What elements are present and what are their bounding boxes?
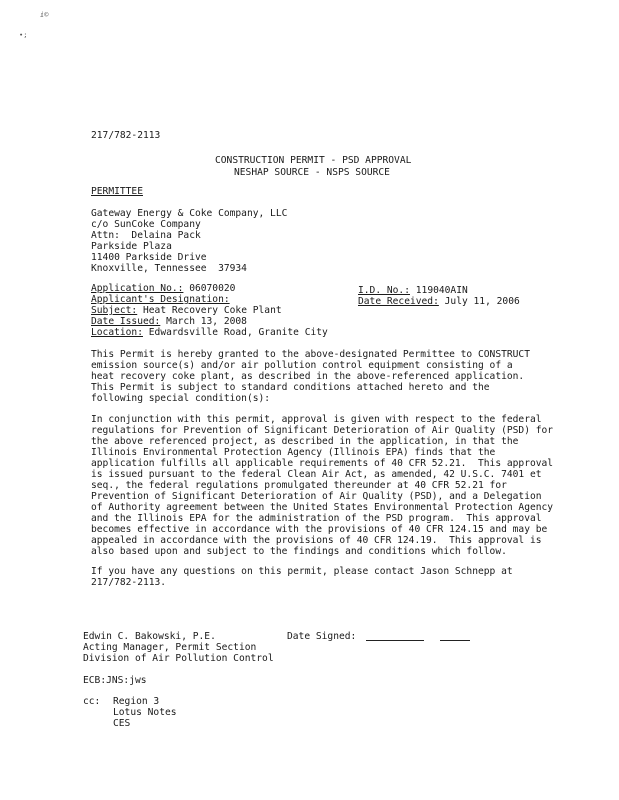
address-line: Parkside Plaza xyxy=(91,241,172,252)
id-no-label: I.D. No.: xyxy=(358,285,410,296)
application-no xyxy=(91,284,235,294)
paragraph-line: This Permit is hereby granted to the above-designated Permittee to CONSTRUCT xyxy=(91,349,530,360)
date-received-label: Date Received: xyxy=(358,296,439,307)
scan-mark: ⅈ© xyxy=(40,11,49,19)
paragraph-line: and the Illinois EPA for the administration of the PSD program. This approval xyxy=(91,513,542,524)
date-issued xyxy=(91,317,247,327)
location-value: Edwardsville Road, Granite City xyxy=(148,327,328,338)
signer-division: Division of Air Pollution Control xyxy=(83,653,274,664)
cc-label: cc: xyxy=(83,696,101,707)
address-line: Attn: Delaina Pack xyxy=(91,230,201,241)
subject-label: Subject: xyxy=(91,305,138,316)
paragraph-line: becomes effective in accordance with the provisions of 40 CFR 124.15 and may be xyxy=(91,524,548,535)
paragraph-line: regulations for Prevention of Significant Deterioration of Air Quality (PSD) for xyxy=(91,425,554,436)
signer-name: Edwin C. Bakowski, P.E. xyxy=(83,631,216,642)
paragraph-line: In conjunction with this permit, approval is given with respect to the federal xyxy=(91,414,542,425)
date-received-value: July 11, 2006 xyxy=(444,296,520,307)
paragraph-line: Prevention of Significant Deterioration of Air Quality (PSD), and a Delegation xyxy=(91,491,542,502)
scan-mark: ∙; xyxy=(19,31,28,39)
paragraph-line: the above referenced project, as described in the application, in that the xyxy=(91,436,519,447)
date-received xyxy=(358,297,520,307)
paragraph-line: of Authority agreement between the United States Environmental Protection Agency xyxy=(91,502,554,513)
permit-title-line1: CONSTRUCTION PERMIT - PSD APPROVAL xyxy=(215,155,412,166)
permit-title-line2: NESHAP SOURCE - NSPS SOURCE xyxy=(234,167,390,178)
date-signed-label: Date Signed: xyxy=(287,631,357,642)
address-line: Knoxville, Tennessee 37934 xyxy=(91,263,247,274)
address-line: Gateway Energy & Coke Company, LLC xyxy=(91,208,288,219)
paragraph-line: This Permit is subject to standard conditions attached hereto and the xyxy=(91,382,490,393)
cc-recipient: Region 3 xyxy=(113,696,160,707)
date-issued-label: Date Issued: xyxy=(91,316,161,327)
paragraph-line: heat recovery coke plant, as described in the above-referenced application. xyxy=(91,371,525,382)
id-no-value: 119040AIN xyxy=(415,285,468,296)
paragraph-line: Illinois Environmental Protection Agency (Illinois EPA) finds that the xyxy=(91,447,496,458)
signer-title: Acting Manager, Permit Section xyxy=(83,642,257,653)
paragraph-line: application fulfills all applicable requirements of 40 CFR 52.21. This approval xyxy=(91,458,554,469)
address-line: c/o SunCoke Company xyxy=(91,219,201,230)
paragraph-line: following special condition(s): xyxy=(91,393,271,404)
address-line: 11400 Parkside Drive xyxy=(91,252,207,263)
paragraph-line: appealed in accordance with the provisions of 40 CFR 124.19. This approval is xyxy=(91,535,542,546)
header-phone: 217/782-2113 xyxy=(91,130,161,141)
cc-recipient: Lotus Notes xyxy=(113,707,177,718)
paragraph-line: emission source(s) and/or air pollution control equipment consisting of a xyxy=(91,360,513,371)
paragraph-line: seq., the federal regulations promulgated thereunder at 40 CFR 52.21 for xyxy=(91,480,507,491)
location xyxy=(91,328,328,338)
paragraph-line: 217/782-2113. xyxy=(91,577,167,588)
designation-label: Applicant's Designation: xyxy=(91,294,230,305)
date-signed-line xyxy=(366,640,424,641)
location-label: Location: xyxy=(91,327,143,338)
subject-value: Heat Recovery Coke Plant xyxy=(143,305,282,316)
cc-recipient: CES xyxy=(113,718,131,729)
application-no-label: Application No.: xyxy=(91,283,184,294)
date-signed-line xyxy=(440,640,470,641)
subject xyxy=(91,306,282,316)
permittee-heading: PERMITTEE xyxy=(91,186,143,197)
id-no xyxy=(358,286,468,296)
date-issued-value: March 13, 2008 xyxy=(166,316,247,327)
typist-initials: ECB:JNS:jws xyxy=(83,675,147,686)
paragraph-line: If you have any questions on this permit, please contact Jason Schnepp at xyxy=(91,566,513,577)
paragraph-line: is issued pursuant to the federal Clean Air Act, as amended, 42 U.S.C. 7401 et xyxy=(91,469,542,480)
paragraph-line: also based upon and subject to the findings and conditions which follow. xyxy=(91,546,507,557)
application-no-value: 06070020 xyxy=(189,283,236,294)
